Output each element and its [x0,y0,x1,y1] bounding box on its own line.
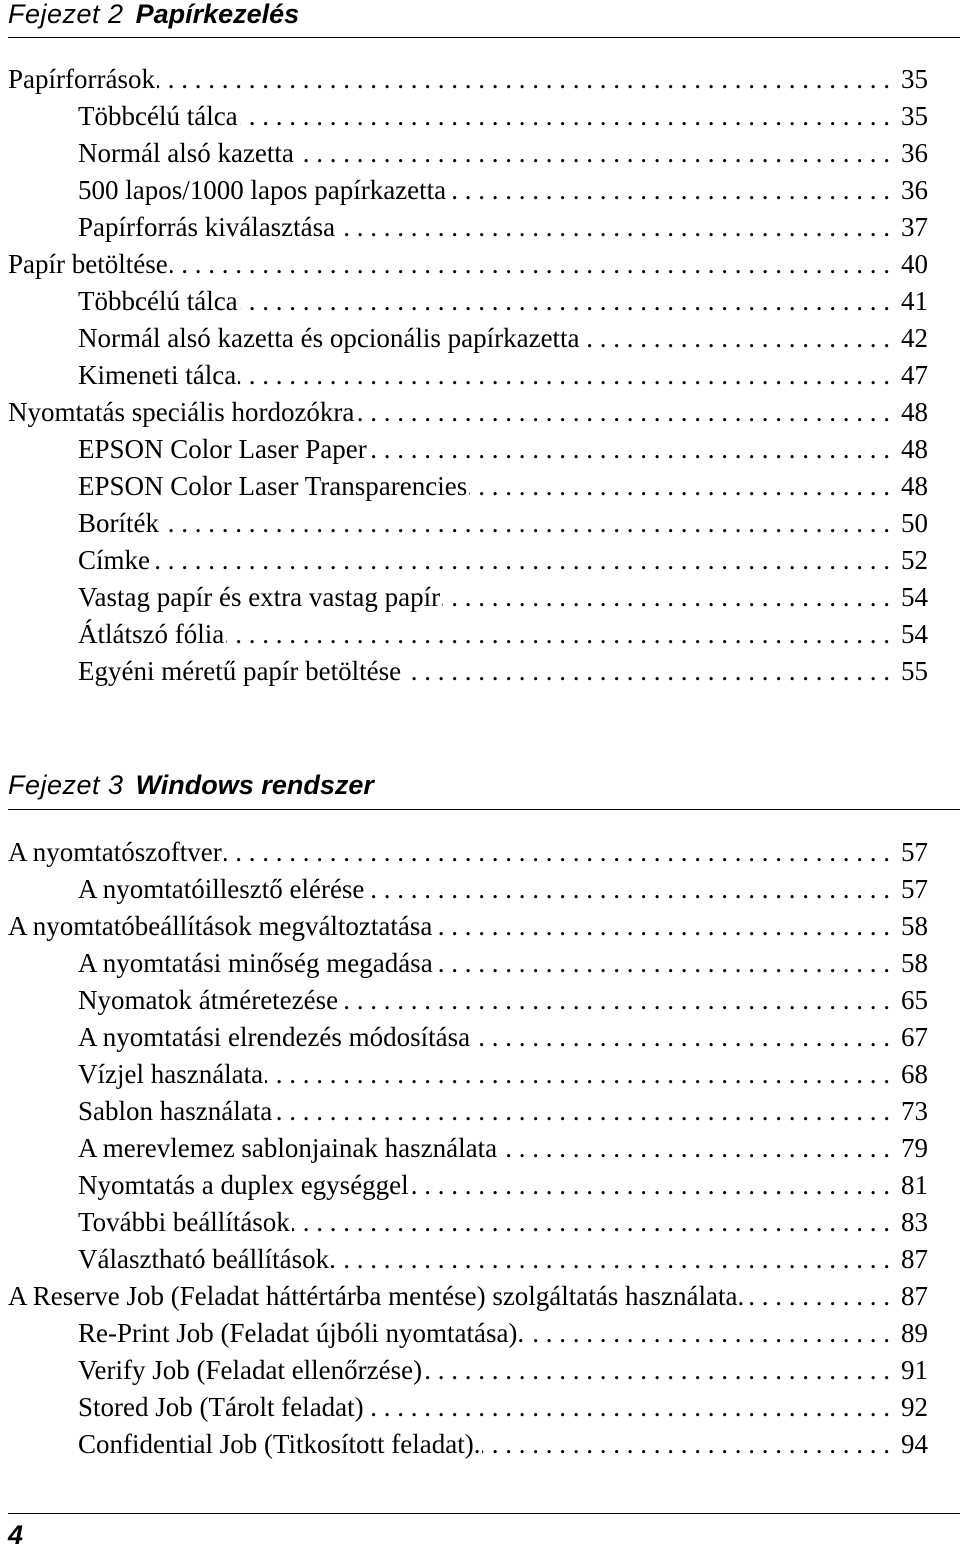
dot-leader [482,1426,890,1463]
toc-entry-title: A nyomtatási elrendezés módosítása [78,1022,471,1052]
toc-entry[interactable] [8,1167,928,1204]
dot-leader [161,505,890,542]
toc-entry-page: 91 [901,1355,928,1385]
toc-entry-title: Papírforrás kiválasztása [78,212,336,242]
toc-entry-title: Nyomtatás speciális hordozókra [8,397,355,427]
toc-entry[interactable] [8,1130,928,1167]
toc-entry[interactable] [8,1278,928,1315]
toc-entry-page: 67 [901,1022,928,1052]
dot-leader [435,945,890,982]
toc-entry[interactable] [8,98,928,135]
toc-entry-page: 35 [901,64,928,94]
toc-entry-title: A nyomtatási minőség megadása [78,948,433,978]
toc-entry-title: Vastag papír és extra vastag papír [78,582,441,612]
dot-leader [434,908,890,945]
toc-entry[interactable] [8,357,928,394]
toc-entry-title: 500 lapos/1000 lapos papírkazetta [78,175,447,205]
toc-entry-page: 41 [901,286,928,316]
dot-leader [238,357,890,394]
toc-entry-title: Többcélú tálca [78,286,238,316]
toc-entry[interactable] [8,1019,928,1056]
toc-entry-page: 35 [901,101,928,131]
toc-entry-page: 57 [901,837,928,867]
dot-leader [366,871,890,908]
dot-leader [499,1130,890,1167]
toc-entry-title: Re-Print Job (Feladat újbóli nyomtatása). [78,1318,525,1348]
toc-entry[interactable] [8,653,928,690]
dot-leader [582,320,890,357]
dot-leader [240,98,890,135]
toc-entry[interactable] [8,945,928,982]
chapter-3-toc [8,834,928,1463]
toc-entry-page: 47 [901,360,928,390]
toc-entry[interactable] [8,394,928,431]
toc-entry-page: 87 [901,1281,928,1311]
toc-entry-title: Confidential Job (Titkosított feladat). [78,1429,481,1459]
toc-entry-title: A nyomtatószoftver [8,837,222,867]
toc-entry[interactable] [8,579,928,616]
chapter-2-title: Papírkezelés [135,0,300,29]
toc-entry-title: Papírforrások [8,64,155,94]
toc-entry-page: 57 [901,874,928,904]
toc-entry-title: Egyéni méretű papír betöltése [78,656,402,686]
toc-entry[interactable] [8,616,928,653]
toc-entry-page: 79 [901,1133,928,1163]
toc-entry[interactable] [8,135,928,172]
toc-entry-title: Vízjel használata [78,1059,264,1089]
toc-entry-page: 52 [901,545,928,575]
toc-entry-title: EPSON Color Laser Transparencies [78,471,468,501]
toc-entry-title: Boríték [78,508,159,538]
toc-entry-title: Többcélú tálca [78,101,238,131]
toc-entry[interactable] [8,320,928,357]
chapter-3-heading [8,768,960,802]
toc-entry[interactable] [8,468,928,505]
toc-entry-page: 48 [901,434,928,464]
toc-entry-title: Nyomatok átméretezése [78,985,339,1015]
toc-entry-page: 36 [901,138,928,168]
toc-entry[interactable] [8,431,928,468]
toc-entry[interactable] [8,1315,928,1352]
toc-entry[interactable] [8,542,928,579]
chapter-2-rule [8,37,960,38]
toc-entry-title: EPSON Color Laser Paper [78,434,367,464]
toc-entry[interactable] [8,1426,928,1463]
dot-leader [292,1204,890,1241]
dot-leader [526,1315,890,1352]
dot-leader [152,542,890,579]
toc-entry-title: További beállítások [78,1207,290,1237]
toc-entry-page: 54 [901,582,928,612]
toc-entry-page: 48 [901,397,928,427]
dot-leader [340,982,890,1019]
toc-entry-page: 89 [901,1318,928,1348]
chapter-2-heading [8,0,960,31]
dot-leader [424,1352,890,1389]
toc-entry[interactable] [8,505,928,542]
toc-entry-page: 92 [901,1392,928,1422]
dot-leader [337,209,890,246]
toc-entry-title: Normál alsó kazetta és opcionális papírkazetta [78,323,580,353]
toc-entry-page: 48 [901,471,928,501]
toc-entry-page: 65 [901,985,928,1015]
toc-entry-page: 68 [901,1059,928,1089]
toc-entry[interactable] [8,1389,928,1426]
toc-entry[interactable] [8,1093,928,1130]
toc-entry-page: 42 [901,323,928,353]
dot-leader [240,283,890,320]
toc-entry-title: Címke [78,545,150,575]
dot-leader [356,394,890,431]
toc-entry-title: Sablon használata [78,1096,273,1126]
chapter-3-title: Windows rendszer [135,770,374,800]
toc-entry-page: 40 [901,249,928,279]
dot-leader [366,1389,890,1426]
toc-entry-page: 54 [901,619,928,649]
toc-entry-page: 83 [901,1207,928,1237]
dot-leader [469,468,890,505]
dot-leader [224,834,890,871]
dot-leader [157,61,890,98]
chapter-3-rule [8,809,960,810]
chapter-2-label: Fejezet 2 [8,0,124,29]
toc-entry-title: Papír betöltése [8,249,168,279]
page-number: 4 [8,1520,24,1550]
dot-leader [442,579,890,616]
footer-rule [8,1513,960,1514]
chapter-2-toc [8,61,928,690]
toc-entry-title: A nyomtatóbeállítások megváltoztatása [8,911,433,941]
toc-entry[interactable] [8,1204,928,1241]
toc-entry-page: 81 [901,1170,928,1200]
toc-entry-title: Verify Job (Feladat ellenőrzése) [78,1355,423,1385]
toc-entry[interactable] [8,61,928,98]
toc-entry-page: 73 [901,1096,928,1126]
dot-leader [274,1093,890,1130]
toc-entry-page: 87 [901,1244,928,1274]
toc-entry-title: A nyomtatóillesztő elérése [78,874,365,904]
toc-entry-title: A merevlemez sablonjainak használata [78,1133,498,1163]
toc-entry-page: 36 [901,175,928,205]
toc-entry-title: Nyomtatás a duplex egységgel [78,1170,409,1200]
toc-entry-title: Normál alsó kazetta [78,138,294,168]
toc-entry-page: 55 [901,656,928,686]
toc-entry-title: Kimeneti tálca [78,360,237,390]
toc-entry-page: 50 [901,508,928,538]
toc-entry-page: 58 [901,948,928,978]
dot-leader [746,1278,890,1315]
toc-entry[interactable] [8,283,928,320]
toc-entry[interactable] [8,908,928,945]
dot-leader [411,1167,890,1204]
dot-leader [265,1056,890,1093]
chapter-3-label: Fejezet 3 [8,770,124,800]
toc-entry[interactable] [8,871,928,908]
dot-leader [403,653,890,690]
dot-leader [472,1019,890,1056]
dot-leader [369,431,890,468]
dot-leader [448,172,890,209]
toc-entry-title: Stored Job (Tárolt feladat) [78,1392,364,1422]
toc-entry[interactable] [8,246,928,283]
toc-entry-title: Választható beállítások. [78,1244,336,1274]
dot-leader [170,246,890,283]
toc-entry[interactable] [8,1056,928,1093]
toc-entry[interactable] [8,172,928,209]
toc-entry[interactable] [8,834,928,871]
toc-entry[interactable] [8,1352,928,1389]
toc-entry[interactable] [8,1241,928,1278]
toc-entry-title: A Reserve Job (Feladat háttértárba mentése) szolgáltatás használata. [8,1281,745,1311]
dot-leader [226,616,890,653]
dot-leader [296,135,890,172]
dot-leader [338,1241,890,1278]
toc-entry[interactable] [8,209,928,246]
toc-entry-page: 94 [901,1429,928,1459]
toc-entry-title: Átlátszó fólia [78,619,225,649]
toc-entry[interactable] [8,982,928,1019]
toc-entry-page: 37 [901,212,928,242]
toc-entry-page: 58 [901,911,928,941]
